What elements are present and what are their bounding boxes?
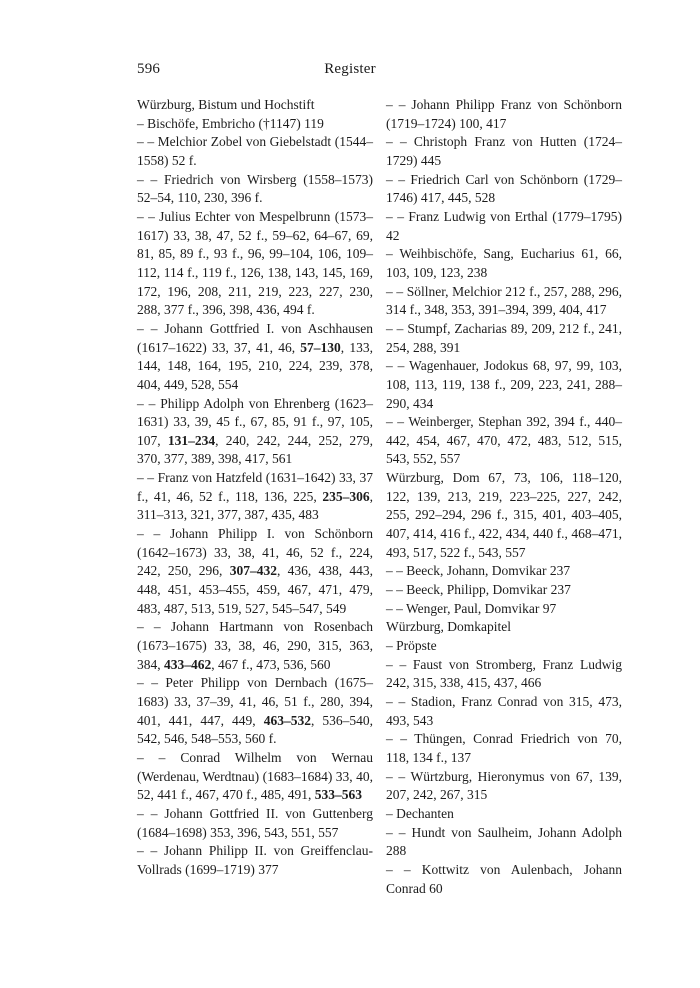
index-column-left bbox=[137, 96, 373, 880]
main-reference-pages: 307–432 bbox=[229, 563, 277, 579]
index-entry: – – Weinberger, Stephan 392, 394 f., 440–442, 454, 467, 470, 472, 483, 512, 515, 543, 552, 557 bbox=[386, 414, 622, 467]
index-entry: – – Friedrich Carl von Schönborn (1729–1746) 417, 445, 528 bbox=[386, 171, 622, 206]
index-entry: – – Peter Philipp von Dernbach (1675–1683) 33, 37–39, 41, 46, 51 f., 280, 394, 401, 441, 447, 449, 463–532, 536–540, 542, 546, 548–553, 560 f. bbox=[137, 675, 374, 747]
index-entry: – – Hundt von Saulheim, Johann Adolph 288 bbox=[386, 824, 622, 859]
index-entry: – – Wagenhauer, Jodokus 68, 97, 99, 103, 108, 113, 119, 138 f., 209, 223, 241, 288–290, 434 bbox=[386, 358, 622, 411]
index-entry: – Weihbischöfe, Sang, Eucharius 61, 66, 103, 109, 123, 238 bbox=[386, 246, 622, 280]
index-entry: – – Franz Ludwig von Erthal (1779–1795) 42 bbox=[386, 208, 622, 243]
index-entry: – – Wenger, Paul, Domvikar 97 bbox=[386, 600, 557, 616]
index-entry: – – Beeck, Johann, Domvikar 237 bbox=[386, 563, 571, 579]
index-entry: – – Franz von Hatzfeld (1631–1642) 33, 37 f., 41, 46, 52 f., 118, 136, 225, 235–306, 311–313, 321, 377, 387, 435, 483 bbox=[137, 470, 373, 523]
index-entry: – – Kottwitz von Aulenbach, Johann Conrad 60 bbox=[386, 861, 622, 896]
main-reference-pages: 131–234 bbox=[167, 432, 216, 448]
index-entry: – – Christoph Franz von Hutten (1724–1729) 445 bbox=[386, 134, 622, 168]
index-entry: Würzburg, Domkapitel bbox=[386, 619, 511, 635]
index-entry: – – Friedrich von Wirsberg (1558–1573) 52–54, 110, 230, 396 f. bbox=[137, 171, 373, 206]
index-entry: – – Julius Echter von Mespelbrunn (1573–1617) 33, 38, 47, 52 f., 59–62, 64–67, 69, 81, 85, 89 f., 93 f., 96, 99–104, 106, 109–112, 114 f., 119 f., 126, 138, 143, 145, 169, 172, 196, 208, 211, 219, 223, 227, 230, 288, 377 f., 396, 398, 436, 494 f. bbox=[137, 208, 373, 318]
main-reference-pages: 463–532 bbox=[263, 712, 311, 728]
main-reference-pages: 533–563 bbox=[314, 787, 362, 803]
index-entry: – – Philipp Adolph von Ehrenberg (1623–1631) 33, 39, 45 f., 67, 85, 91 f., 97, 105, 107, 131–234, 240, 242, 244, 252, 279, 370, 377, 389, 398, 417, 561 bbox=[137, 395, 374, 467]
index-entry: – – Conrad Wilhelm von Wernau (Werdenau, Werdtnau) (1683–1684) 33, 40, 52, 441 f., 467, 470 f., 485, 491, 533–563 bbox=[137, 749, 373, 803]
index-entry: – – Söllner, Melchior 212 f., 257, 288, 296, 314 f., 348, 353, 391–394, 399, 404, 417 bbox=[386, 283, 622, 318]
index-entry: – – Johann Hartmann von Rosenbach (1673–1675) 33, 38, 46, 290, 315, 363, 384, 433–462, 467 f., 473, 536, 560 bbox=[137, 619, 373, 672]
main-reference-pages: 433–462 bbox=[164, 656, 212, 672]
index-entry: – – Melchior Zobel von Giebelstadt (1544–1558) 52 f. bbox=[137, 134, 373, 168]
page-number: 596 bbox=[137, 61, 161, 77]
index-entry: – – Beeck, Philipp, Domvikar 237 bbox=[386, 582, 571, 598]
index-entry: Würzburg, Bistum und Hochstift bbox=[137, 97, 315, 112]
index-entry: – Pröpste bbox=[386, 638, 437, 654]
index-entry: – – Johann Gottfried II. von Guttenberg (1684–1698) 353, 396, 543, 551, 557 bbox=[137, 805, 373, 840]
main-reference-pages: 235–306 bbox=[322, 488, 370, 504]
index-entry: – – Johann Gottfried I. von Aschhausen (1617–1622) 33, 37, 41, 46, 57–130, 133, 144, 148, 164, 195, 210, 224, 239, 378, 404, 449, 528, 554 bbox=[137, 320, 374, 392]
index-entry: – – Faust von Stromberg, Franz Ludwig 242, 315, 338, 415, 437, 466 bbox=[386, 656, 622, 691]
index-entry: – – Johann Philipp II. von Greiffenclau-Vollrads (1699–1719) 377 bbox=[137, 843, 373, 877]
index-entry: – Bischöfe, Embricho (†1147) 119 bbox=[137, 115, 324, 131]
index-entry: – – Würtzburg, Hieronymus von 67, 139, 207, 242, 267, 315 bbox=[386, 768, 622, 803]
main-reference-pages: 57–130 bbox=[300, 339, 341, 355]
index-entry: – – Johann Philipp Franz von Schönborn (1719–1724) 100, 417 bbox=[386, 97, 622, 131]
index-entry: – Dechanten bbox=[386, 805, 454, 821]
index-entry: – – Thüngen, Conrad Friedrich von 70, 118, 134 f., 137 bbox=[386, 731, 622, 765]
index-column-right bbox=[386, 96, 622, 898]
index-entry: Würzburg, Dom 67, 73, 106, 118–120, 122, 139, 213, 219, 223–225, 227, 242, 255, 292–294, 296 f., 315, 401, 403–405, 407, 414, 416 f., 422, 434, 440 f., 468–471, 493, 517, 522 f., 543, 557 bbox=[386, 470, 622, 560]
index-entry: – – Johann Philipp I. von Schönborn (1642–1673) 33, 38, 41, 46, 52 f., 224, 242, 250, 296, 307–432, 436, 438, 443, 448, 451, 453–455, 459, 467, 471, 479, 483, 487, 513, 519, 527, 545–547, 549 bbox=[137, 526, 374, 616]
index-entry: – – Stumpf, Zacharias 89, 209, 212 f., 241, 254, 288, 391 bbox=[386, 320, 622, 355]
running-title: Register bbox=[324, 61, 376, 77]
index-entry: – – Stadion, Franz Conrad von 315, 473, 493, 543 bbox=[386, 694, 622, 728]
